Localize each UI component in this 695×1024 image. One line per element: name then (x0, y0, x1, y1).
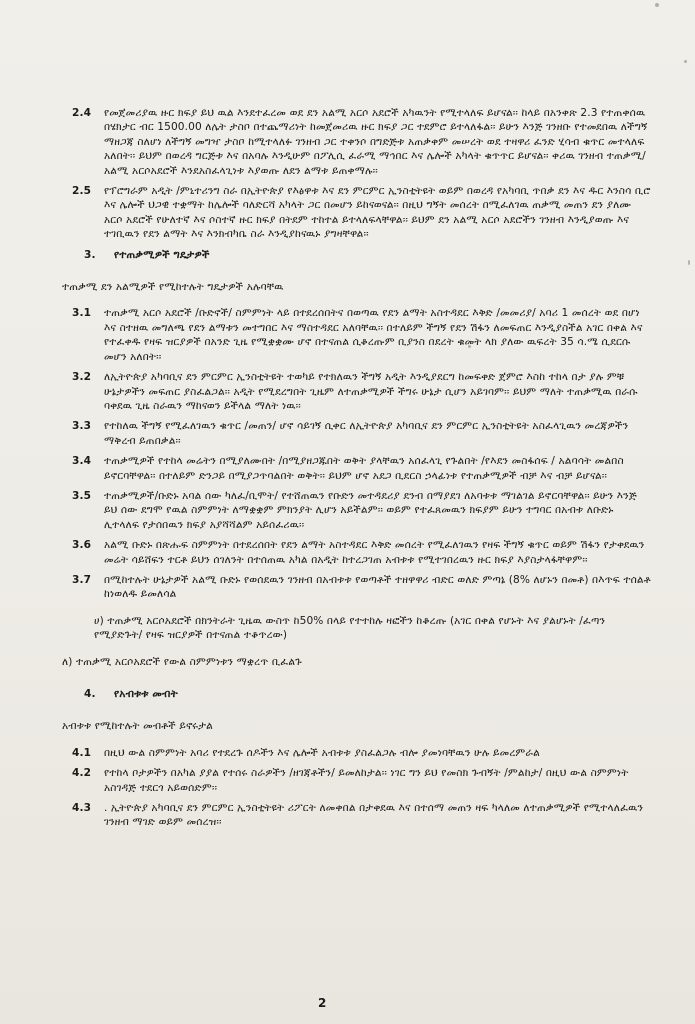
paragraph: ተጠቃሚ ደን አልሚዎች የሚከተሉት ግዴታዎች አሉባቸዉ (62, 281, 284, 294)
spacer (62, 701, 652, 719)
section-heading (62, 687, 652, 701)
clause-text: . ኢትዮጵያ አካባቢና ደን ምርምር ኢንስቲትዩት ሪፖርት ለመቀበል በታቀደዉ እና በተሰማ መጠን ዛፍ ካላለመ ለተጠቃሚዎች የሚተላለፈዉን ገንዘብ ማገድ ወይም መሰረዝ፡፡ (104, 802, 644, 829)
page-number: 2 (318, 996, 327, 1010)
section-number: 3. (84, 248, 96, 261)
scan-speck (684, 60, 687, 63)
lettered-condition: ሀ) ተጠቃሚ አርሶአደሮች በክንትራት ጊዜዉ ውስጥ ከ50% በላይ የተተከሉ ዛፎችን ከቆረጡ (አገር በቀል የሆኑት እና ያልሆኑት /ፈጣን የሚያድጉት/ የዛፍ ዝርያዎች በተናጠል ተቆጥረው) (94, 614, 606, 642)
clause-text: በዚህ ውል ስምምነት አባሪ የተደረጉ ሰዶችን እና ሌሎች አብቱቱ ያስፈልጋሉ ብሎ ያመነባቸዉን ሁሉ ይመረምራል (104, 746, 540, 759)
numbered-clause (62, 573, 652, 602)
numbered-clause (62, 306, 652, 364)
clause-text: ተጠቃሚ አርሶ አደሮች /ቡድኖች/ ስምምነት ላይ በተደረሰበትና በወጣዉ የደን ልማት አስተዳደር እቅድ /መመሪያ/ አባሪ 1 መሰረት ወደ በሆነ እና ስተዘዉ መግለጫ የደን ልማቱን መተግበር እና ማስተዳደር አለባቸዉ፡፡ በተለይም ችግኝ የደን ሽፋን ለመፍጠር እንዲያስችል አገር በቀል እና የተፈቀዱ የዛፍ ዝርያዎች በአንድ ጊዜ የሚቋቋሙ ሆኖ በተናጠል ሲቆረጡም ቢያንስ በደረት ቁመት ላክ ያለው ዉፍረት 35 ሳ.ሜ ሲደርሱ መሆን አለበት፡፡ (104, 307, 643, 363)
scan-speck (688, 260, 690, 265)
clause-number: 2.5 (72, 185, 92, 198)
numbered-clause (62, 766, 652, 795)
clause-text: የተከለዉ ችግኝ የሚፈለገዉን ቁጥር /መጠን/ ሆኖ ሳይገኝ ሲቀር ለኢትዮጵያ አካባቢና ደን ምርምር ኢንስቲትዩት አስፈላጊዉን መረጃዎችን ማቅረብ ይጠበቃል፡፡ (104, 420, 629, 447)
paragraph: አብቱቱ የሚከተሉት መብቶች ይኖሩታል (62, 720, 213, 733)
clause-text: ለኢትዮጵያ አካባቢና ደን ምርምር ኢንስቲትዩት ተወካይ የተክለዉን ችግኝ አዲት እንዲያደርግ ከመፍቀድ ጀምሮ እስከ ተከላ በታ ያሉ ምቹ ሁኔታዎችን መፍጠር ያስፈልጋል፡፡ አዲት የሚደረግበት ጊዜም ለተጠቃሚዎች ችግሩ ሁኔታ ሲሆን አይገባም፡፡ ይህም ማለት ተጠቃሚዉ በራሱ ባቀደዉ ጊዜ ስራዉን ማከናወን ይችላል ማለት ነዉ፡፡ (104, 371, 638, 412)
numbered-clause (62, 489, 652, 532)
numbered-clause (62, 370, 652, 413)
document-body (62, 106, 652, 830)
clause-number: 3.2 (72, 371, 92, 384)
clause-text: ተጠቃሚዎች/ቡድኑ አባል ሰው ካለፈ/ቢሞት/ የተሸጠዉን የቡድን መተዳደሪያ ደንብ በማያደገ ለአባቱቱ ማገልገል ይኖርባቸዋል፡፡ ይሁን እንጅ ይህ ሰው ደግሞ የዉል ስምምነት ለማቋቋም ምክንያት ሊሆን አይችልም፡፡ ወይም የተፈጸመዉን ክፍያም ይሁን ተግባር በአብቱ ለቡድኑ ሊተላለፍ የታሰበዉን ክፍያ አያሻሻልም አይሰፈሪዉ፡፡ (104, 489, 637, 531)
clause-number: 4.1 (72, 746, 92, 759)
spacer (62, 262, 652, 280)
clause-number: 3.1 (72, 307, 92, 320)
numbered-clause (62, 746, 652, 760)
clause-text: በሚከተሉት ሁኔታዎች አልሚ ቡድኑ የወሰደዉን ገንዘብ በአብቱቱ የወጣቶች ተዘዋዋሪ ብድር ወለድ ምጣኔ (8% ለሆኑን በመቶ) በእጥፍ ተሰልቶ ከነወለዱ ይመለሳል (104, 573, 651, 601)
paragraph: ለ) ተጠቃሚ አርሶአደሮች የውል ስምምነቱን ማቋረጥ ቢፈልጉ (62, 655, 302, 668)
clause-text: ተጠቃሚዎች የተከላ መሬትን በሚያለሙበት /በሚያዘጋጁበት ወቅት ያላቸዉን አሰፈላጊ የጉልበት /የእደን መስፋሰፍ / አልባሳት መልበስ ይኖርባቸዋል፡፡ በተለይም ድንጋይ በሚያጋጥባልበት ወቅት፡፡ ይህም ሆኖ አደጋ ቢደርስ ኃላፊነቱ የተጠቃሚዎች ብቻ እና ብቻ ይሆናል፡፡ (104, 455, 624, 482)
spacer (62, 602, 652, 614)
clause-number: 3.5 (72, 489, 92, 502)
clause-number: 2.4 (72, 107, 92, 119)
section-title: የተጠቃሚዎች ግዴታዎች (114, 248, 210, 261)
section-title: የአብቱቱ መብት (114, 688, 178, 700)
numbered-clause (62, 801, 652, 830)
scan-speck (655, 3, 659, 7)
clause-number: 3.6 (72, 539, 92, 552)
clause-text: የፕሮግራም አዲት /ምኒተሪንግ ስራ በኢትዮጵያ የእፅዋቱ እና ደን ምርምር ኢንስቲትዩት ወይም በወረዳ የአካባቢ ጥበቃ ደን እና ዱር እንስሳ ቢሮ እና ሌሎች ህጋዊ ተቋማት ከሌሎች ባለድርሻ አካላት ጋር በመሆን ይከናወናል፡፡ በዚህ ግኝት መሰረት በሚፈለገዉ ጠቃሚ መጠን ደን ያለሙ አርሶ አደሮች የሁለተኛ እና ሶስተኛ ዙር ክፍያ በትደም ተከተል ይተላለፍላቸዋል፡፡ ይህም ደን አልሚ አርሶ አደሮችን ገንዘብ እንዲያወጡ እና ተገቢዉን የደን ልማት እና እንክብካቤ ስራ እንዲያከናዉኑ ያግዛቸዋል፡፡ (104, 185, 651, 241)
clause-text: የመጀመሪያዉ ዙር ክፍያ ይህ ዉል እንደተፈረመ ወደ ደን አልሚ አርሶ አደሮች አካዉንት የሚተላለፍ ይሆናል፡፡ ከላይ በአንቀጽ 2.3 የተጠቀሰዉ በሄክታር ብር 1500.00 ለሌት ታስቦ በተጨማሪነት ከመጀመሪዉ ዙር ክፍያ ጋር ተደምሮ ይተላለፋል፡፡ ይሁን እንጅ ገንዘቡ የተመደበዉ ለችግኝ ማዘጋጃ ስለሆነ ለችግኝ መግዣ ታስቦ ከሚተላለፉ ገንዘብ ጋር ተቀንሶ በግድጅቱ አጠቃቀም መሠረት ወደ ተዛዋሪ ፈንድ ሂሳብ ቁጥር መተላለፍ አለበት፡፡ ይህም በወረዳ ግርጅቱ እና በአባሉ እንዲሁም በፖሊሲ ፈራሚ ማኅበር እና ሌሎች አካላት ቁጥጥር ይሆናል፡፡ ቀሪዉ ገንዘብ ተጠቃሚ/አልሚ አርሶአደሮች እንደአስፈላጊነቱ እያወጡ ለደን ልማቱ ይጠቀማሉ፡፡ (104, 107, 648, 177)
numbered-clause (62, 184, 652, 242)
clause-text: አልሚ ቡድኑ በጽሑፍ ስምምነት በተደረሰበት የደን ልማት አስተዳደር እቅድ መሰረት የሚፈለገዉን የዛፍ ችግኝ ቁጥር ወይም ሽፋን የታቀደዉን መሬት ሳይሸፍን ተርቶ ይህን ሰገለንት በተሰጠዉ አካል በአዲት ከተረጋገጠ አብቱቱ የሚተገበረዉን ዙር ክፍያ እያስታላፋቸዋም፡፡ (104, 539, 645, 566)
numbered-clause (62, 419, 652, 448)
spacer (62, 643, 652, 655)
section-number: 4. (84, 688, 96, 700)
clause-number: 3.4 (72, 455, 92, 468)
spacer (62, 734, 652, 746)
spacer (62, 294, 652, 306)
clause-number: 4.2 (72, 767, 92, 780)
numbered-clause (62, 106, 652, 178)
section-heading (62, 248, 652, 262)
clause-number: 4.3 (72, 802, 92, 815)
numbered-clause (62, 454, 652, 483)
clause-text: የተከላ ቦታዎችን በአካል ያያል የተሰሩ ስራዎችን /ዘገጃቶችን/ ይመለከታል፡፡ ነገር ግን ይህ የመስክ ጉብኝት /ምልከታ/ በዚህ ውል ስምምነት አስገዳጅ ተደርጎ አይወሰድም፡፡ (104, 767, 629, 794)
numbered-clause (62, 538, 652, 567)
clause-number: 3.3 (72, 420, 92, 433)
clause-number: 3.7 (72, 573, 92, 586)
spacer (62, 669, 652, 687)
